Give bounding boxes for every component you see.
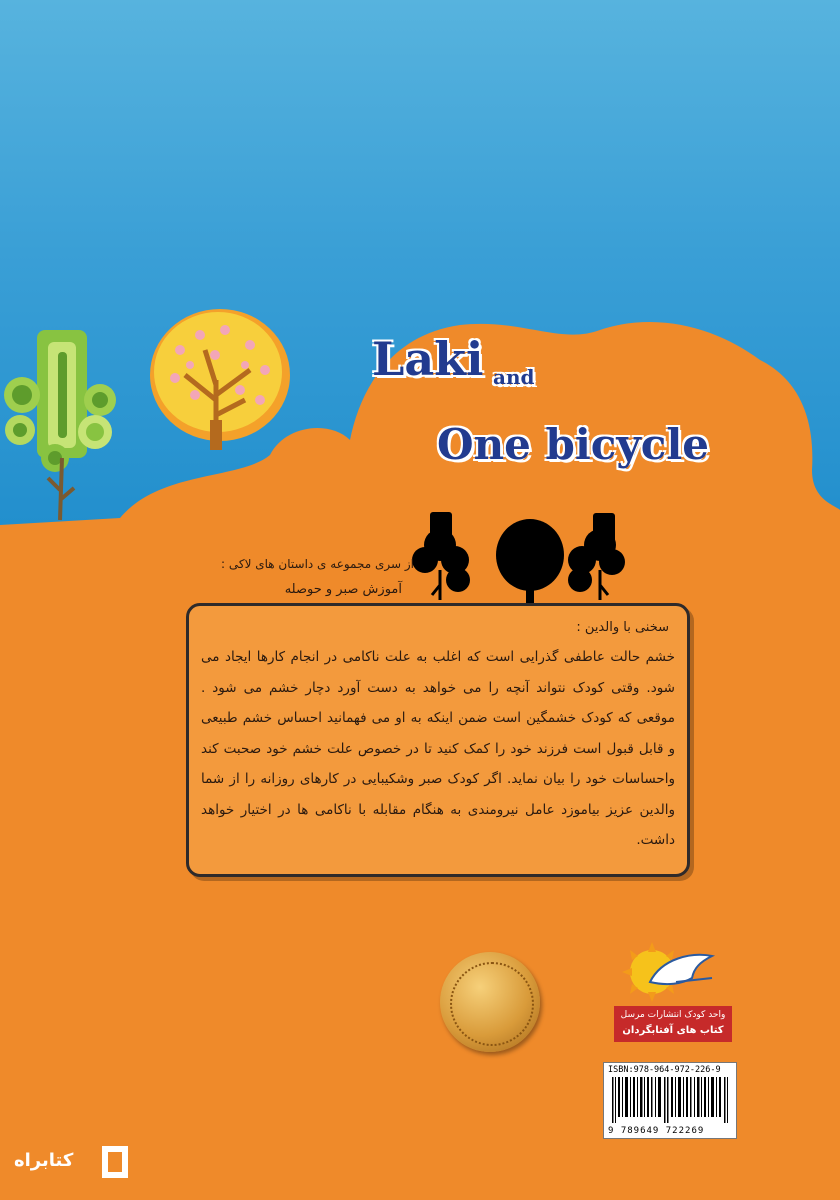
coin-rim [450, 962, 534, 1046]
title-and: and [493, 365, 535, 389]
parents-note-box [186, 603, 690, 877]
publisher-label [614, 1006, 732, 1042]
title-laki: Laki [372, 332, 484, 386]
green-tree [4, 330, 116, 520]
watermark-text: کتابراه [14, 1150, 74, 1171]
yellow-tree [150, 309, 290, 450]
parents-note-body: خشم حالت عاطفی گذرایی است که اغلب به علت ناکامی در انجام کارها ایجاد می شود. وقتی کودک نتواند آنچه را می خواهد به دست آورد دچار خشم می شود . موقعی که کودک خشمگین است ضمن اینکه به او می فهمانید احساس خشم طبیعی و قابل قبول است فرزند خود را کمک کنید تا در خصوص علت خشم خود صحبت کند واحساسات خود را بیان نماید. اگر کودک صبر وشکیبایی در کارهای روزانه را از شما والدین عزیز بیاموزد عامل نیرومندی به هنگام مقابله با ناکامی ها در اختیار خواهد داشت. [201, 649, 675, 848]
barcode-bars [610, 1077, 730, 1123]
sunflower-bird-icon [612, 938, 732, 1006]
publisher-label-line1: واحد کودک انتشارات مرسل [620, 1010, 726, 1020]
gold-coin-icon [440, 952, 540, 1052]
parents-note-heading: سخنی با والدین : [576, 620, 669, 635]
series-topic: آموزش صبر و حوصله [284, 582, 402, 597]
barcode [603, 1062, 737, 1139]
isbn-text: ISBN:978-964-972-226-9 [608, 1065, 721, 1075]
title-one-bicycle: One bicycle [437, 420, 710, 469]
series-label: از سری مجموعه ی داستان های لاکی : [221, 557, 414, 571]
publisher-label-line2: کتاب های آفتابگردان [622, 1025, 724, 1036]
barcode-digits: 9 789649 722269 [608, 1126, 705, 1136]
